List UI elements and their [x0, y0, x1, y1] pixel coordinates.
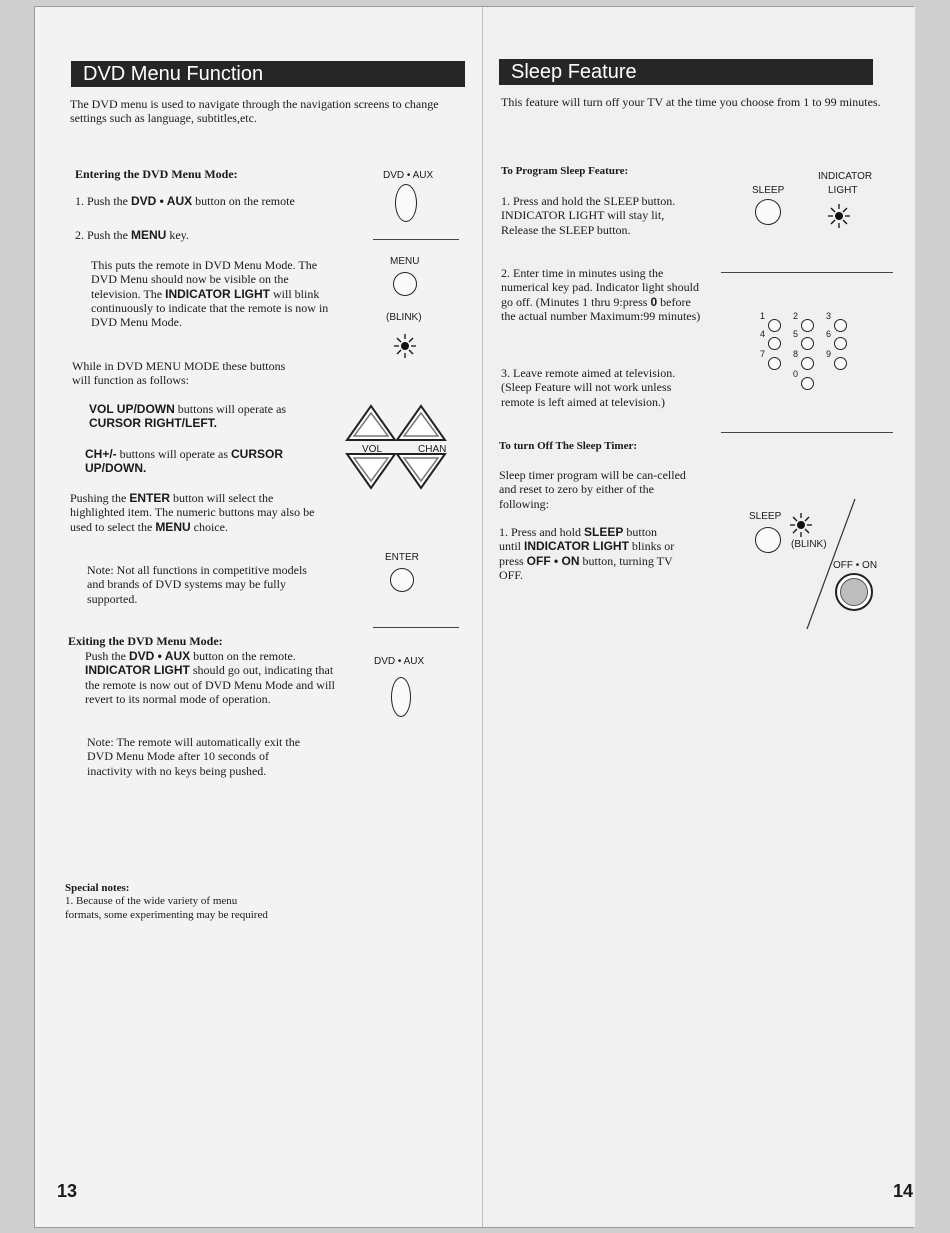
key-5-button — [801, 337, 814, 350]
program-step-1: 1. Press and hold the SLEEP button. INDICATOR LIGHT will stay lit, Release the SLEEP button. — [501, 194, 676, 237]
manual-spread — [34, 6, 914, 1228]
sleep-label: SLEEP — [752, 185, 785, 196]
chan-label: CHAN — [418, 444, 447, 455]
key-7-label: 7 — [760, 349, 766, 359]
key-3-button — [834, 319, 847, 332]
indicator-light-icon — [827, 203, 851, 229]
divider — [721, 432, 893, 433]
while-text: While in DVD MENU MODE these buttons will function as follows: — [72, 359, 286, 388]
divider — [373, 627, 459, 628]
page-number: 13 — [57, 1181, 78, 1201]
program-step-3: 3. Leave remote aimed at television. (Sleep Feature will not work unless remote is left aimed at television.) — [501, 366, 676, 409]
page-title: DVD Menu Function — [71, 61, 465, 87]
entering-heading: Entering the DVD Menu Mode: — [75, 167, 238, 181]
intro-text: The DVD menu is used to navigate through the navigation screens to change settings such as language, subtitles,etc. — [70, 97, 439, 126]
key-9-button — [834, 357, 847, 370]
ch-text: CH+/- buttons will operate as CURSOR UP/DOWN. — [85, 447, 283, 476]
key-2-button — [801, 319, 814, 332]
enter-text: Pushing the ENTER button will select the highlighted item. The numeric buttons may also be used to select the MENU choice. — [70, 491, 315, 534]
off-on-button-inner — [840, 578, 868, 606]
menu-button — [393, 272, 417, 296]
enter-button — [390, 568, 414, 592]
key-5-label: 5 — [793, 329, 799, 339]
page-13 — [35, 7, 483, 1227]
off-on-label: OFF • ON — [833, 560, 878, 571]
menu-label: MENU — [390, 256, 420, 267]
key-4-button — [768, 337, 781, 350]
key-1-button — [768, 319, 781, 332]
sleep-label-2: SLEEP — [749, 511, 782, 522]
dvd-aux-label-2: DVD • AUX — [374, 656, 425, 667]
note-2: Note: The remote will automatically exit the DVD Menu Mode after 10 seconds of inactivity with no keys being pushed. — [87, 735, 301, 778]
step-2: 2. Push the MENU key. — [75, 228, 189, 242]
dvd-aux-button-2 — [391, 677, 411, 717]
key-4-label: 4 — [760, 329, 766, 339]
indicator-light-icon — [393, 333, 417, 359]
enter-label: ENTER — [385, 552, 419, 563]
indicator-label: INDICATOR — [818, 171, 873, 182]
key-8-button — [801, 357, 814, 370]
step-1: 1. Push the DVD • AUX button on the remote — [75, 194, 295, 208]
key-6-label: 6 — [826, 329, 832, 339]
menu-mode-text: This puts the remote in DVD Menu Mode. The DVD Menu should now be visible on the television. The INDICATOR LIGHT will blink continuously to indicate that the remote is now in DVD Menu Mode. — [91, 258, 329, 330]
vol-label: VOL — [362, 444, 383, 455]
key-9-label: 9 — [826, 349, 832, 359]
sleep-button — [755, 199, 781, 225]
divider — [721, 272, 893, 273]
note-1: Note: Not all functions in competitive models and brands of DVD systems may be fully supported. — [87, 563, 307, 606]
dvd-aux-button — [395, 184, 417, 222]
light-label: LIGHT — [828, 185, 858, 196]
off-on-button — [835, 573, 873, 611]
page-number: 14 — [893, 1181, 914, 1201]
key-8-label: 8 — [793, 349, 799, 359]
special-heading: Special notes: — [65, 882, 130, 894]
page-title: Sleep Feature — [499, 59, 873, 85]
blink-label: (BLINK) — [791, 539, 827, 550]
turn-off-step-1: 1. Press and hold SLEEP button until INDICATOR LIGHT blinks or press OFF • ON button, turning TV OFF. — [499, 525, 675, 582]
key-3-label: 3 — [826, 311, 832, 321]
blink-label: (BLINK) — [386, 312, 422, 323]
exit-text: Push the DVD • AUX button on the remote. INDICATOR LIGHT should go out, indicating that the remote is now out of DVD Menu Mode and will revert to its normal mode of operation. — [85, 649, 335, 706]
special-note-1: 1. Because of the wide variety of menu formats, some experimenting may be required — [65, 895, 268, 921]
key-0-button — [801, 377, 814, 390]
intro-text: This feature will turn off your TV at the time you choose from 1 to 99 minutes. — [501, 95, 881, 109]
program-heading: To Program Sleep Feature: — [501, 165, 629, 177]
divider — [373, 239, 459, 240]
key-0-label: 0 — [793, 369, 799, 379]
exiting-heading: Exiting the DVD Menu Mode: — [68, 634, 223, 648]
program-step-2: 2. Enter time in minutes using the numerical key pad. Indicator light should go off. (Minutes 1 thru 9:press 0 before the actual number Maximum:99 minutes) — [501, 266, 701, 323]
dvd-aux-label: DVD • AUX — [383, 170, 434, 181]
key-2-label: 2 — [793, 311, 799, 321]
page-14 — [483, 7, 915, 1227]
turn-off-heading: To turn Off The Sleep Timer: — [499, 440, 638, 452]
turn-off-text: Sleep timer program will be can-celled and reset to zero by either of the following: — [499, 468, 686, 511]
key-1-label: 1 — [760, 311, 766, 321]
sleep-button-2 — [755, 527, 781, 553]
key-6-button — [834, 337, 847, 350]
vol-text: VOL UP/DOWN buttons will operate as CURSOR RIGHT/LEFT. — [89, 402, 287, 431]
key-7-button — [768, 357, 781, 370]
